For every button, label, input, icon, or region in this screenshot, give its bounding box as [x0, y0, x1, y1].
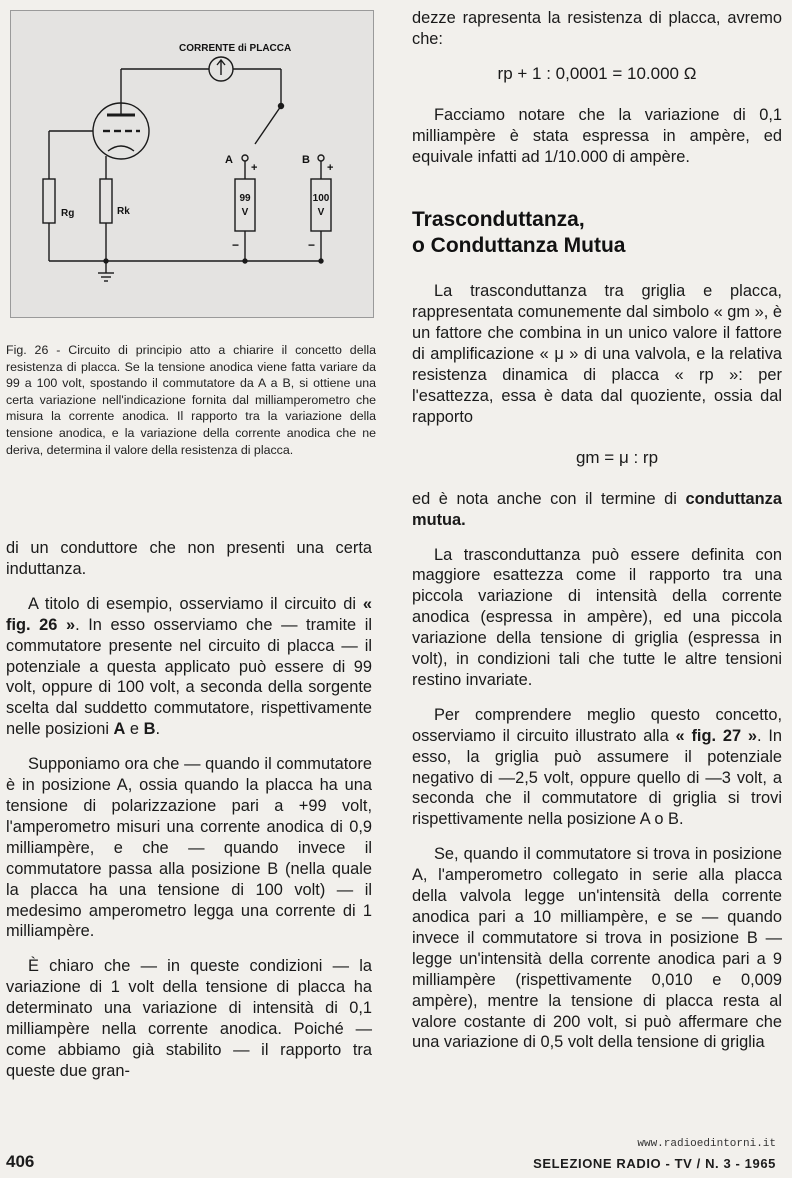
left-p2-text-a: A titolo di esempio, osserviamo il circuito di	[28, 594, 363, 613]
battery-b-unit: V	[317, 207, 325, 218]
battery-a-icon	[235, 179, 255, 231]
right-paragraph-6	[412, 705, 782, 830]
left-p2-conj: e	[125, 720, 144, 739]
battery-a-minus: −	[232, 238, 240, 252]
right-p4-text: ed è nota anche con il termine di	[412, 489, 686, 508]
page-number: 406	[6, 1152, 35, 1171]
resistor-rk-icon	[100, 179, 112, 223]
position-a-ref: A	[113, 720, 126, 739]
formula-plate-resistance: rp + 1 : 0,0001 = 10.000 Ω	[497, 63, 697, 83]
resistor-rk-label: Rk	[117, 206, 130, 217]
section-heading	[412, 207, 782, 259]
position-b-ref: B	[143, 720, 156, 739]
formula-transconductance: gm = μ : rp	[575, 447, 659, 467]
right-paragraph-3: La trasconduttanza tra griglia e placca, rappresentata comunemente dal simbolo « gm », è un fattore che combina in un unico valore il fattore di amplificazione « μ » di una valvola, e la relativa resistenza dinamica di placca « rp »: per l'esattezza, essa è data dal quoziente, ossia dal rapporto	[412, 282, 782, 426]
switch-arm	[255, 106, 281, 144]
right-column	[412, 8, 782, 1067]
caption-text: Fig. 26 - Circuito di principio atto a chiarire il concetto della resistenza di placca. Se la tensione anodica viene fatta variare da 99 a 100 volt, spostando il commutatore da A a B, si ottiene una certa variazione nell'indicazione fornita dal milliamperometro che misura la corrente anodica. Il rapporto tra la variazione della tensione anodica, e la variazione della corrente anodica che ne deriva, determina il valore della resistenza di placca.	[6, 343, 376, 457]
left-paragraph-2	[6, 594, 372, 740]
left-paragraph-4: È chiaro che — in queste condizioni — la variazione di 1 volt della tensione di placca ha determinato una variazione di intensità di 0,1 milliampère nella corrente anodica. Poiché — come abbiamo già stabilito — il rapporto tra queste due gran-	[6, 957, 372, 1080]
fig-26-reference: « fig. 26 »	[6, 594, 372, 634]
resistor-rg-label: Rg	[61, 208, 75, 219]
battery-b-plus: +	[327, 162, 334, 174]
switch-label-b: B	[302, 154, 310, 166]
battery-b-value: 100	[312, 193, 330, 204]
heading-line-2: o Conduttanza Mutua	[412, 234, 626, 258]
meter-label: CORRENTE di PLACCA	[179, 43, 292, 54]
right-paragraph-1: dezze rapresenta la resistenza di placca, avremo che:	[412, 9, 782, 48]
figure-26-circuit	[10, 10, 374, 318]
right-paragraph-5: La trasconduttanza può essere definita con maggiore esattezza come il rapporto tra una piccola variazione di intensità della corrente anodica (espressa in ampère), ed una piccola variazione della tensione di griglia (espressa in volt), in condizioni tali che tutte le altre tensioni restino invariate.	[412, 545, 782, 689]
heading-line-1: Trasconduttanza,	[412, 208, 585, 232]
circuit-diagram	[11, 11, 375, 319]
left-paragraph-1: di un conduttore che non presenti una certa induttanza.	[6, 539, 372, 578]
right-paragraph-7: Se, quando il commutatore si trova in posizione A, l'amperometro collegato in serie alla placca della valvola legge un'intensità della corrente anodica pari a 10 milliampère, e se — quando invece il commutatore si trova in posizione B — legge un'intensità della corrente anodica pari a 9 milliampère (rispettivamente 0,010 e 0,009 ampère), mentre la tensione di placca resta al valore costante di 200 volt, si può affermare che una variazione di 0,5 volt della tensione di griglia	[412, 845, 782, 1052]
figure-caption	[6, 342, 376, 458]
right-paragraph-2: Facciamo notare che la variazione di 0,1 milliampère è stata espressa in ampère, ed equivale infatti ad 1/10.000 di ampère.	[412, 105, 782, 166]
page-footer	[6, 1152, 786, 1174]
watermark: www.radioedintorni.it	[637, 1138, 776, 1150]
left-column	[6, 538, 372, 1096]
fig-27-reference: « fig. 27 »	[675, 726, 757, 745]
battery-a-value: 99	[239, 193, 251, 204]
battery-a-unit: V	[241, 207, 249, 218]
term-conduttanza-mutua: conduttanza mutua.	[412, 489, 782, 529]
right-paragraph-4	[412, 489, 782, 531]
left-p2-end: .	[155, 720, 160, 739]
battery-a-plus: +	[251, 162, 258, 174]
switch-label-a: A	[225, 154, 233, 166]
resistor-rg-icon	[43, 179, 55, 223]
left-p2-text-b: . In esso osserviamo che — tramite il commutatore presente nel circuito di placca — il potenziale a questa applicato può essere di 99 volt, oppure di 100 volt, a seconda della sorgente scelta dal suddetto commutatore, rispettivamente nelle posizioni	[6, 615, 372, 739]
battery-b-minus: −	[308, 238, 316, 252]
battery-b-icon	[311, 179, 331, 231]
journal-title: SELEZIONE RADIO - TV / N. 3 - 1965	[533, 1156, 776, 1171]
left-paragraph-3: Supponiamo ora che — quando il commutatore è in posizione A, ossia quando la placca ha una tensione di polarizzazione pari a +99 volt, l'amperometro misuri una corrente anodica di 0,9 milliampère, e che — quando invece il commutatore passa alla posizione B (nella quale la placca ha una tensione di 100 volt) — il medesimo amperometro legga una corrente di 1 milliampère.	[6, 755, 372, 941]
right-p6-text-b: . In esso, la griglia può assumere il potenziale negativo di —2,5 volt, oppure quello di —3 volt, a seconda che il commutatore di griglia si trovi rispettivamente nella posizione A o B.	[412, 726, 783, 829]
right-p6-text-a: Per comprendere meglio questo concetto, osserviamo il circuito illustrato alla	[412, 705, 782, 745]
